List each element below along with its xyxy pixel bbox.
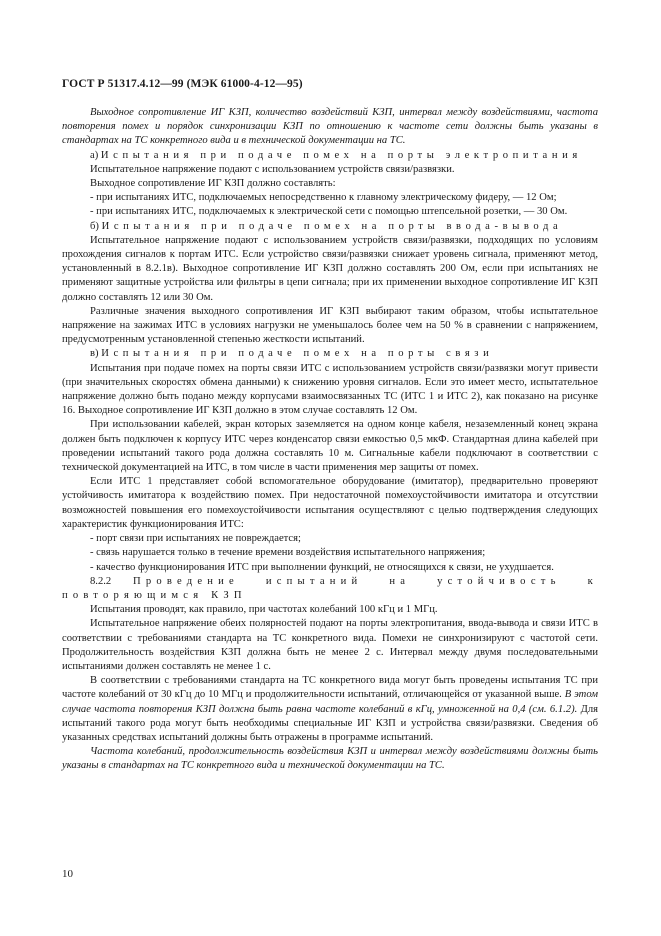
text-run: В соответствии с требованиями стандарта на ТС конкретного вида могут быть проведены испытания ТС при частоте колебаний от 30 кГц до 10 МГц и продолжительности испытаний, отличающейся от указанной выше. bbox=[62, 675, 598, 701]
section-822-title: Проведение испытаний на устойчивость к повторяющимся КЗП bbox=[62, 575, 599, 601]
section-822-heading bbox=[62, 575, 598, 603]
paragraph: Испытательное напряжение подают с использованием устройств связи/развязки, подходящих по условиям прохождения сигналов к портам ИТС. Если устройство связи/развязки снижает уровень сигнала, применяют метод, установленный в 8.2.1в). Выходное сопротивление ИГ КЗП должно составлять 200 Ом, если при испытаниях не применяют защитные устройства или фильтры в цепи сигнала; при их применении выходное сопротивление ИГ КЗП должно составлять 12 или 30 Ом. bbox=[62, 234, 598, 303]
list-item: - связь нарушается только в течение времени воздействия испытательного напряжения; bbox=[90, 547, 486, 559]
subsection-b-title: Испытания при подаче помех на порты ввода-вывода bbox=[101, 220, 563, 232]
subsection-a-title: Испытания при подаче помех на порты электропитания bbox=[100, 149, 582, 161]
paragraph: Выходное сопротивление ИГ КЗП должно составлять: bbox=[90, 178, 336, 190]
page-body bbox=[62, 106, 598, 774]
list-item: - при испытаниях ИТС, подключаемых непосредственно к главному электрическому фидеру, — 12 Ом; bbox=[90, 192, 557, 204]
paragraph: При использовании кабелей, экран которых заземляется на одном конце кабеля, незаземленный конец экрана должен быть подключен к корпусу ИТС через конденсатор связи емкостью 0,5 мкФ. Стандартная длина кабелей при проведении испытаний такого рода должна составлять 10 м. Сигнальные кабели подключают в соответствии с технической документацией на ИТС, в том числе в части применения мер защиты от помех. bbox=[62, 419, 598, 474]
list-item: - порт связи при испытаниях не повреждается; bbox=[90, 533, 301, 545]
subsection-c-title: Испытания при подаче помех на порты связи bbox=[101, 348, 494, 360]
paragraph-frequency-range bbox=[62, 674, 598, 745]
paragraph: Испытания при подаче помех на порты связи ИТС с использованием устройств связи/развязки могут привести (при значительных скоростях обмена данными) к снижению уровня сигналов. Если это имеет место, испытательное напряжение должно быть подано между корпусами взаимосвязанных ТС (ИТС 1 и ИТС 2), как показано на рисунке 16. Выходное сопротивление ИГ КЗП должно в этом случае составлять 12 Ом. bbox=[62, 362, 598, 417]
paragraph: Испытательное напряжение подают с использованием устройств связи/развязки. bbox=[90, 163, 455, 175]
subsection-a-prefix: а) bbox=[90, 149, 101, 161]
paragraph: Испытательное напряжение обеих полярностей подают на порты электропитания, ввода-вывода и связи ИТС в соответствии с требованиями стандарта на ТС конкретного вида. Помехи не синхронизируют с частотой сети. Продолжительность воздействия КЗП должна быть не менее 2 с. Интервал между двумя последовательными испытаниями должен составлять не менее 1 с. bbox=[62, 618, 598, 672]
subsection-c-heading bbox=[62, 347, 598, 361]
section-822-number: 8.2.2 bbox=[90, 575, 134, 587]
paragraph: Испытания проводят, как правило, при частотах колебаний 100 кГц и 1 МГц. bbox=[90, 604, 438, 616]
subsection-a-heading bbox=[62, 149, 598, 163]
page-header: ГОСТ Р 51317.4.12—99 (МЭК 61000-4-12—95) bbox=[62, 78, 303, 90]
subsection-c-prefix: в) bbox=[90, 348, 102, 360]
list-item: - при испытаниях ИТС, подключаемых к электрической сети с помощью штепсельной розетки, — 30 Ом. bbox=[90, 206, 568, 218]
italic-run: В этом случае частота повторения КЗП должна быть равна частоте колебаний в кГц, умноженной на 0,4 (см. 6.1.2). bbox=[62, 689, 598, 715]
paragraph-output-impedance: Выходное сопротивление ИГ КЗП, количество воздействий КЗП, интервал между воздействиями, частота повторения помех и порядок синхронизации КЗП по отношению к частоте сети должны быть указаны в стандартах на ТС конкретного вида и в технической документации на ТС. bbox=[62, 107, 598, 147]
paragraph: Если ИТС 1 представляет собой вспомогательное оборудование (имитатор), предварительно проверяют устойчивость имитатора к воздействию помех. При недостаточной помехоустойчивости имитатора и отсутствии возможностей повышения его помехоустойчивости испытания осуществляют с целью подтверждения следующих характеристик функционирования ИТС: bbox=[62, 476, 598, 530]
text-run: Для испытаний такого рода могут быть необходимы специальные ИГ КЗП и устройства связи/развязки. Сведения об указанных средствах испытаний должны быть отражены в программе испытаний. bbox=[62, 703, 598, 743]
subsection-b-prefix: б) bbox=[90, 220, 102, 232]
paragraph: Различные значения выходного сопротивления ИГ КЗП выбирают таким образом, чтобы испытательное напряжение на зажимах ИТС в условиях нагрузки не уменьшалось более чем на 50 % в сравнении с напряжением, предусмотренным установленной степенью жесткости испытаний. bbox=[62, 305, 598, 346]
page-number: 10 bbox=[62, 868, 73, 880]
paragraph-final-note: Частота колебаний, продолжительность воздействия КЗП и интервал между воздействиями должны быть указаны в стандартах на ТС конкретного вида и технической документации на ТС. bbox=[62, 746, 598, 772]
list-item: - качество функционирования ИТС при выполнении функций, не относящихся к связи, не ухудшается. bbox=[90, 561, 554, 573]
subsection-b-heading bbox=[62, 220, 598, 234]
